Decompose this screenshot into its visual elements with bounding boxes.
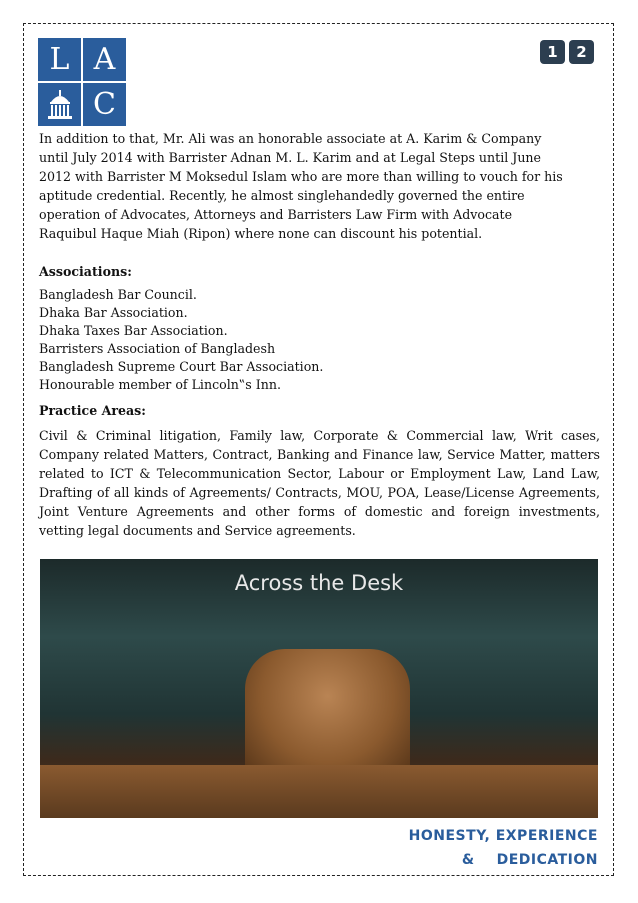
motto-line-2	[0, 852, 598, 868]
motto-line-1: HONESTY, EXPERIENCE	[408, 828, 598, 844]
association-item: Bangladesh Supreme Court Bar Association.	[39, 359, 324, 374]
leather-chair-image	[245, 649, 410, 784]
desk-image	[40, 765, 598, 818]
logo-letter-a: A	[83, 38, 126, 81]
association-item: Dhaka Bar Association.	[39, 305, 188, 320]
association-item: Honourable member of Lincoln‟s Inn.	[39, 377, 281, 392]
association-item: Bangladesh Bar Council.	[39, 287, 197, 302]
intro-line: In addition to that, Mr. Ali was an honorable associate at A. Karim & Company	[39, 131, 542, 146]
intro-paragraph	[39, 129, 600, 243]
motto-dedication: DEDICATION	[496, 852, 598, 868]
court-building-icon	[38, 83, 81, 126]
intro-line: operation of Advocates, Attorneys and Barristers Law Firm with Advocate	[39, 207, 513, 222]
motto-ampersand: &	[461, 852, 475, 868]
practice-areas-text: Civil & Criminal litigation, Family law, Corporate & Commercial law, Writ cases, Company related Matters, Contract, Banking and Finance law, Service Matter, matters related to ICT & Telecommunication Sector, Labour or Employment Law, Land Law, Drafting of all kinds of Agreements/ Contracts, MOU, POA, Lease/License Agreements, Joint Venture Agreements and other forms of domestic and foreign investments, vetting legal documents and Service agreements.	[39, 428, 600, 538]
intro-line: until July 2014 with Barrister Adnan M. L. Karim and at Legal Steps until June	[39, 150, 541, 165]
page-digit-2: 2	[569, 40, 594, 64]
associations-heading: Associations:	[39, 264, 132, 279]
logo-letter-c: C	[83, 83, 126, 126]
photo-caption: Across the Desk	[234, 571, 404, 595]
association-item: Dhaka Taxes Bar Association.	[39, 323, 228, 338]
lac-logo	[38, 38, 126, 126]
page-digit-1: 1	[540, 40, 565, 64]
page-number-badge	[540, 40, 594, 64]
associations-list	[39, 286, 600, 394]
practice-areas-heading: Practice Areas:	[39, 403, 146, 418]
logo-letter-l: L	[38, 38, 81, 81]
across-the-desk-photo	[40, 559, 598, 818]
intro-line: 2012 with Barrister M Moksedul Islam who are more than willing to vouch for his	[39, 169, 563, 184]
intro-line: aptitude credential. Recently, he almost singlehandedly governed the entire	[39, 188, 525, 203]
intro-line: Raquibul Haque Miah (Ripon) where none can discount his potential.	[39, 226, 483, 241]
association-item: Barristers Association of Bangladesh	[39, 341, 276, 356]
